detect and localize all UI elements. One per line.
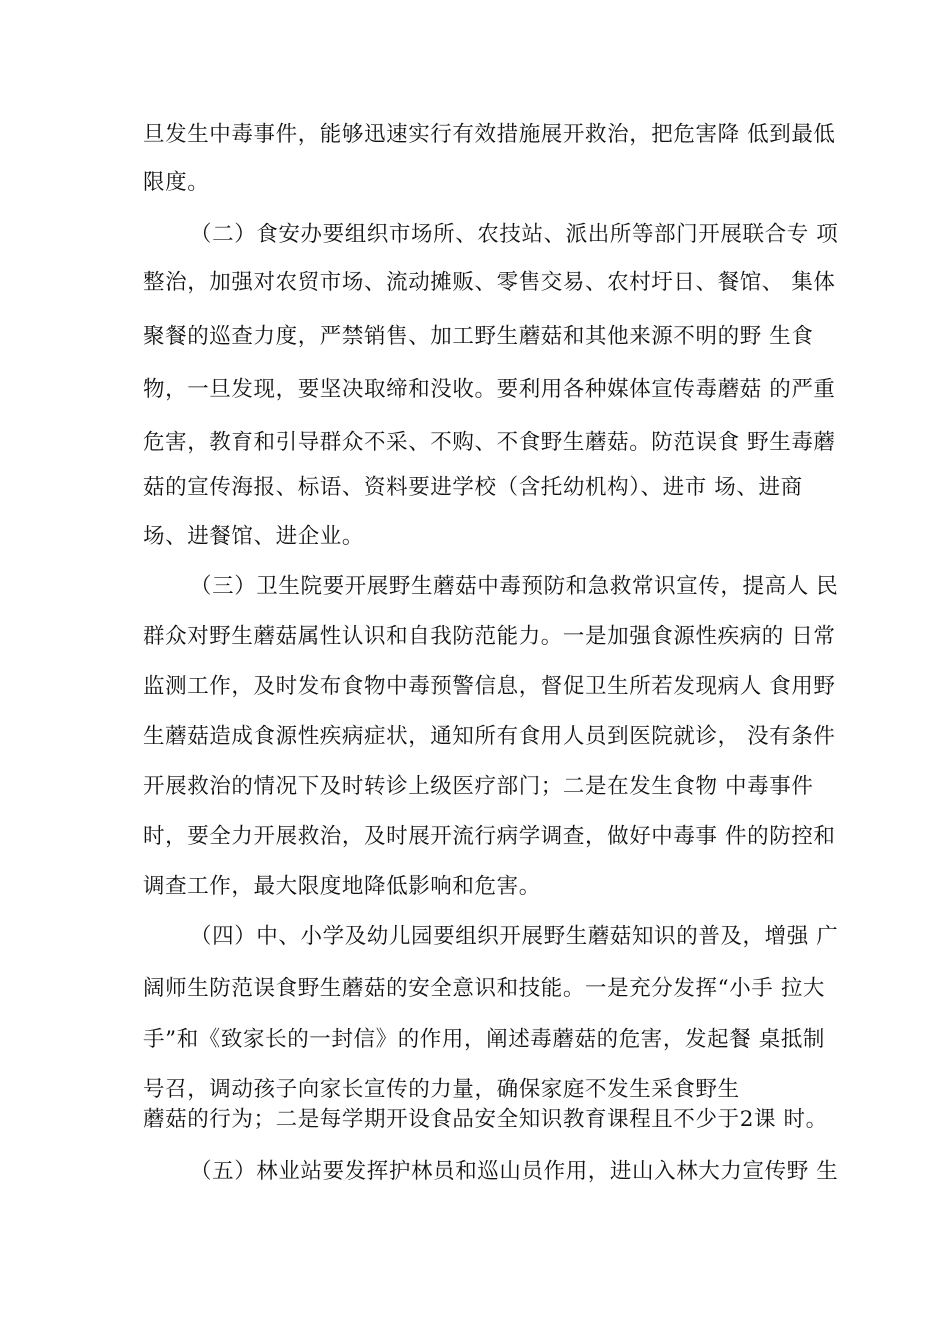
text-line: 时，要全力开展救治，及时展开流行病学调查，做好中毒事 件的防控和 bbox=[143, 824, 836, 849]
text-line: 阔师生防范误食野生蘑菇的安全意识和技能。一是充分发挥“小手 拉大 bbox=[143, 976, 826, 1001]
text-line: 调查工作，最大限度地降低影响和危害。 bbox=[143, 874, 541, 899]
text-line: 蘑菇的行为；二是每学期开设食品安全知识教育课程且不少于2课 时。 bbox=[143, 1107, 828, 1132]
text-line: 场、进餐馆、进企业。 bbox=[143, 524, 365, 549]
text-line: 群众对野生蘑菇属性认识和自我防范能力。一是加强食源性疾病的 日常 bbox=[143, 624, 836, 649]
text-line: 生蘑菇造成食源性疾病症状，通知所有食用人员到医院就诊， 没有条件 bbox=[143, 724, 836, 749]
text-line: 整治，加强对农贸市场、流动摊贩、零售交易、农村圩日、餐馆、 集体 bbox=[143, 270, 836, 295]
text-line: 监测工作，及时发布食物中毒预警信息，督促卫生所若发现病人 食用野 bbox=[143, 674, 836, 699]
text-line: 菇的宣传海报、标语、资料要进学校（含托幼机构）、进市 场、进商 bbox=[143, 475, 803, 500]
text-line: 物，一旦发现，要坚决取缔和没收。要利用各种媒体宣传毒蘑菇 的严重 bbox=[143, 377, 836, 402]
text-line: 号召，调动孩子向家长宣传的力量，确保家庭不发生采食野生 bbox=[143, 1077, 740, 1102]
text-line: 旦发生中毒事件，能够迅速实行有效措施展开救治，把危害降 低到最低 bbox=[143, 122, 836, 147]
text-line: 手”和《致家长的一封信》的作用，阐述毒蘑菇的危害，发起餐 桌抵制 bbox=[143, 1027, 826, 1052]
text-line: 开展救治的情况下及时转诊上级医疗部门；二是在发生食物 中毒事件 bbox=[143, 774, 814, 799]
text-line: 危害，教育和引导群众不采、不购、不食野生蘑菇。防范误食 野生毒蘑 bbox=[143, 430, 836, 455]
paragraph-heading-2: （二）食安办要组织市场所、农技站、派出所等部门开展联合专 项 bbox=[190, 222, 839, 247]
paragraph-heading-5: （五）林业站要发挥护林员和巡山员作用，进山入林大力宣传野 生 bbox=[190, 1159, 839, 1184]
text-line: 聚餐的巡查力度，严禁销售、加工野生蘑菇和其他来源不明的野 生食 bbox=[143, 324, 814, 349]
paragraph-heading-4: （四）中、小学及幼儿园要组织开展野生蘑菇知识的普及，增强 广 bbox=[190, 924, 839, 949]
paragraph-heading-3: （三）卫生院要开展野生蘑菇中毒预防和急救常识宣传，提高人 民 bbox=[190, 574, 839, 599]
text-line: 限度。 bbox=[143, 170, 210, 195]
